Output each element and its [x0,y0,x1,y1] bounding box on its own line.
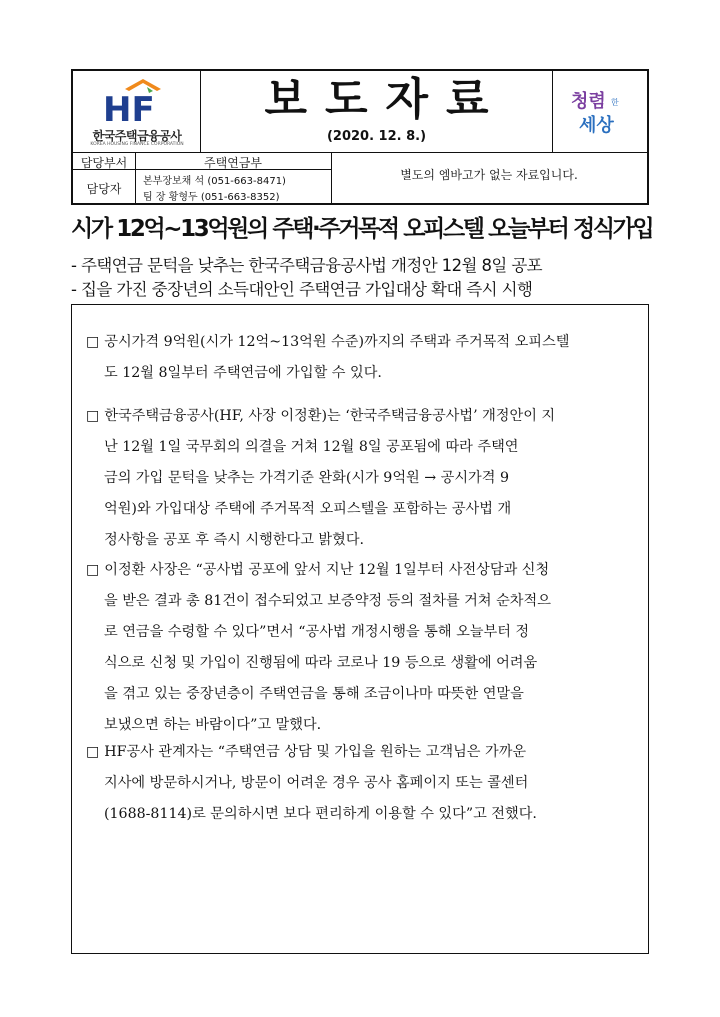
page-title: 보도자료 [264,74,507,125]
paragraph-line: 을 겪고 있는 중장년층이 주택연금을 통해 조금이나마 따뜻한 연말을 [104,686,524,702]
paragraph-line: 억원)와 가입대상 주택에 주거목적 오피스텔을 포함하는 공사법 개 [104,501,512,517]
paragraph-line: 한국주택금융공사(HF, 사장 이정환)는 ‘한국주택금융공사법’ 개정안이 지 [104,408,556,424]
paragraph-line: 이정환 사장은 “공사법 공포에 앞서 지난 12월 1일부터 사전상담과 신청 [104,562,550,578]
paragraph-1 [86,327,638,389]
paragraph-3 [86,555,638,741]
paragraph-line: 식으로 신청 및 가입이 진행됨에 따라 코로나 19 등으로 생활에 어려움 [104,655,538,671]
paragraph-line: 난 12월 1일 국무회의 의결을 거쳐 12월 8일 공포됨에 따라 주택연 [104,439,519,455]
slogan-cell [553,71,647,152]
checkbox-bullet-icon: □ [86,744,100,760]
dept-value: 주택연금부 [204,156,262,170]
press-release-header-table [71,69,649,205]
paragraph-line: 금의 가입 문턱을 낮추는 가격기준 완화(시가 9억원 → 공시가격 9 [104,470,509,486]
content-box [71,304,649,954]
contact-1: 본부장보채 석 (051-663-8471) [143,176,286,187]
embargo-notice: 별도의 엠바고가 없는 자료입니다. [400,168,578,182]
subhead-2: - 집을 가진 중장년의 소득대안인 주택연금 가입대상 확대 즉시 시행 [71,280,533,299]
paragraph-4 [86,737,638,830]
contact-2: 팀 장 황형두 (051-663-8352) [143,192,280,203]
paragraph-line: 로 연금을 수령할 수 있다”면서 “공사법 개정시행을 통해 오늘부터 정 [104,624,530,640]
checkbox-bullet-icon: □ [86,408,100,424]
paragraph-2 [86,401,638,556]
paragraph-line: HF공사 관계자는 “주택연금 상담 및 가입을 원하는 고객님은 가까운 [104,744,527,760]
logo-abbr: HF [103,90,155,125]
checkbox-bullet-icon: □ [86,334,100,350]
logo-subtitle: KOREA HOUSING FINANCE CORPORATION [90,142,184,147]
slogan-line1: 청렴 [571,91,606,112]
paragraph-line: 을 받은 결과 총 81건이 접수되었고 보증약정 등의 절차를 거쳐 순차적으 [104,593,551,609]
person-label: 담당자 [86,182,122,196]
header-divider [73,152,647,153]
slogan-line2: 세상 [579,115,614,136]
paragraph-line: 공시가격 9억원(시가 12억~13억원 수준)까지의 주택과 주거목적 오피스텔 [104,334,570,350]
logo-cell [73,71,201,152]
paragraph-line: 보냈으면 하는 바람이다”고 말했다. [104,717,322,733]
subhead-1: - 주택연금 문턱을 낮추는 한국주택금융공사법 개정안 12월 8일 공포 [71,256,543,275]
paragraph-line: 도 12월 8일부터 주택연금에 가입할 수 있다. [104,365,382,381]
release-date: (2020. 12. 8.) [326,129,427,144]
checkbox-bullet-icon: □ [86,562,100,578]
paragraph-line: 정사항을 공포 후 즉시 시행한다고 밝혔다. [104,532,365,548]
dept-label: 담당부서 [80,156,128,170]
title-cell [201,71,553,152]
slogan-small: 한 [611,98,619,107]
paragraph-line: 지사에 방문하시거나, 방문이 어려운 경우 공사 홈페이지 또는 콜센터 [104,775,529,791]
headline: 시가 12억~13억원의 주택·주거목적 오피스텔 오늘부터 정식가입 [71,216,653,242]
hf-logo-icon [95,77,173,125]
clean-world-slogan-icon [567,85,631,139]
paragraph-line: (1688-8114)로 문의하시면 보다 편리하게 이용할 수 있다”고 전했다. [104,806,537,822]
logo-name: 한국주택금융공사 [92,129,182,143]
